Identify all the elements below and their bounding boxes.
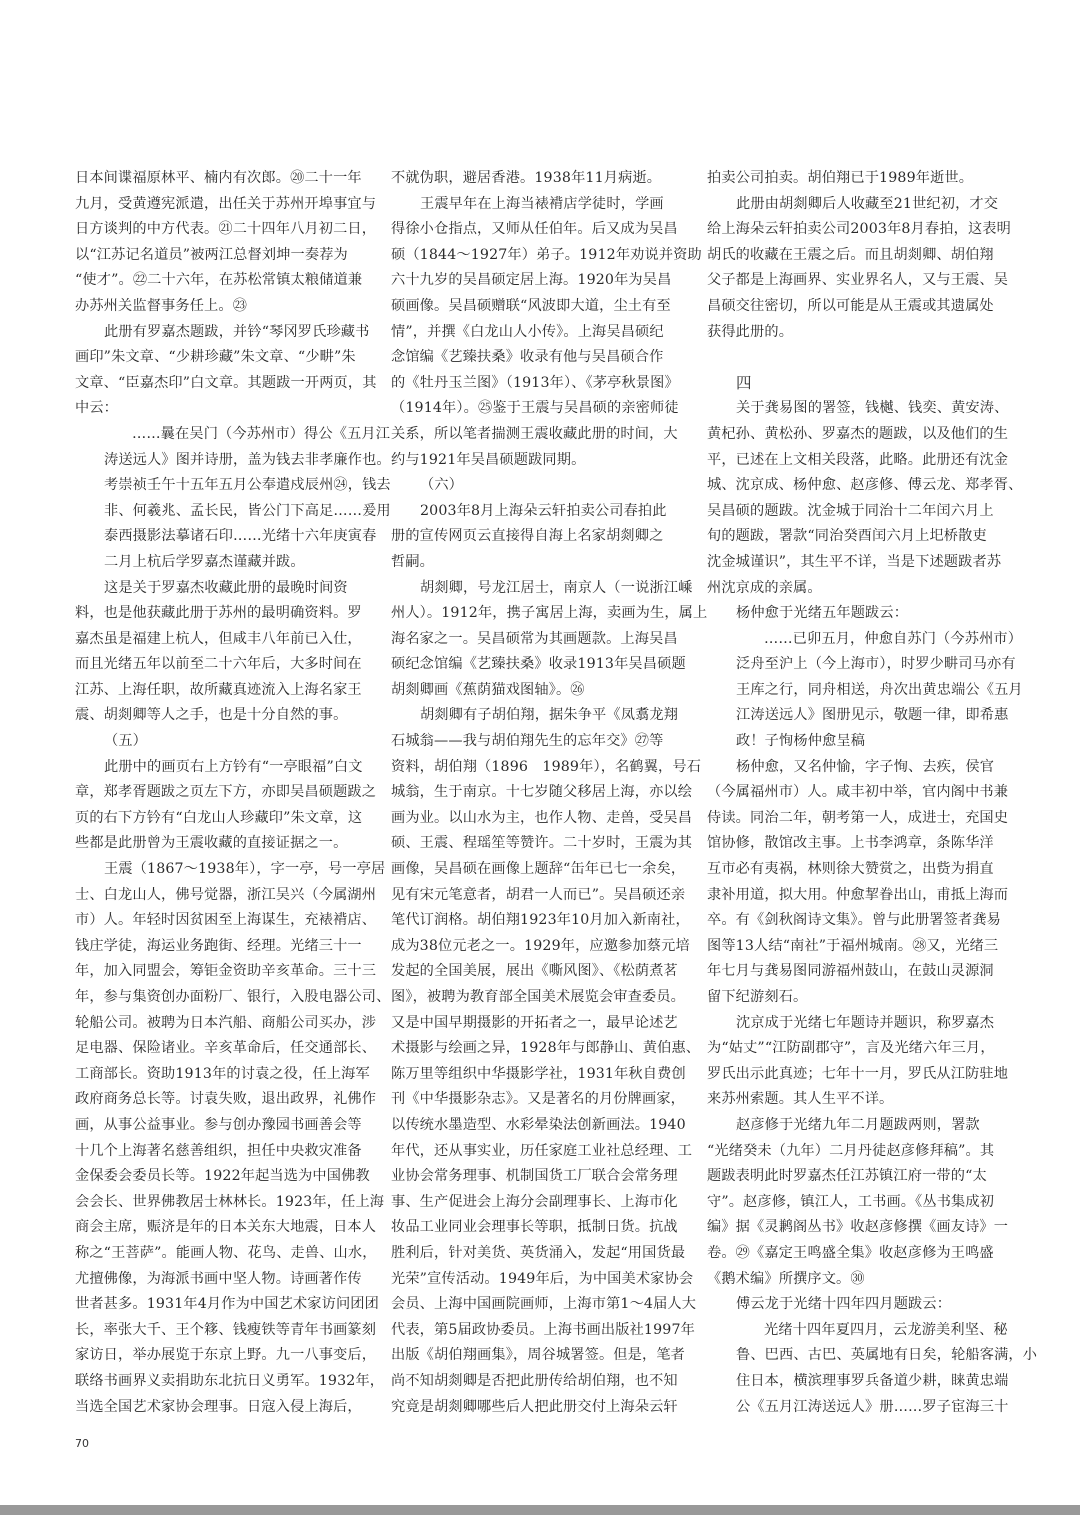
text-line: 日方谈判的中方代表。㉑二十四年八月初二日， bbox=[75, 221, 377, 238]
text-line: 硕（1844～1927年）弟子。1912年劝说并资助 bbox=[391, 246, 702, 263]
text-line: 文章、“臣嘉杰印”白文章。其题跋一开两页，其 bbox=[75, 374, 377, 391]
text-line: 侍读。同治二年，朝考第一人，成进士，充国史 bbox=[707, 809, 1009, 826]
text-line: 情”，并撰《白龙山人小传》。上海吴昌硕纪 bbox=[391, 323, 664, 340]
text-line: 州人）。1912年，携子寓居上海，卖画为生，属上 bbox=[391, 605, 708, 622]
text-line: 资料，胡伯翔（1896 1989年），名鹤翼，号石 bbox=[391, 758, 702, 775]
text-line: 公《五月江涛送远人》册……罗子宦海三十 bbox=[736, 1398, 1009, 1415]
text-line: 父子都是上海画界、实业界名人，又与王震、吴 bbox=[707, 272, 1009, 289]
text-line: 昌硕交往密切，所以可能是从王震或其遗属处 bbox=[707, 297, 994, 314]
text-line: 尤擅佛像，为海派书画中坚人物。诗画著作传 bbox=[75, 1270, 362, 1287]
text-line: 非、何羲兆、孟长民，皆公门下高足……爰用 bbox=[104, 502, 391, 519]
text-line: 成为38位元老之一。1929年，应邀参加蔡元培 bbox=[391, 937, 690, 954]
text-line: 胡氏的收藏在王震之后。而且胡剡卿、胡伯翔 bbox=[707, 246, 994, 263]
text-line: 鲁、巴西、古巴、英属地有日矣，轮船客满，小 bbox=[736, 1347, 1038, 1364]
text-line: 日本间谍福原林平、楠内有次郎。⑳二十一年 bbox=[75, 170, 362, 186]
text-line: 画，从事公益事业。参与创办豫园书画善会等 bbox=[75, 1116, 362, 1133]
text-line: 陈万里等组织中华摄影学社，1931年秋自费创 bbox=[391, 1065, 686, 1082]
text-line: 拍卖公司拍卖。胡伯翔已于1989年逝世。 bbox=[707, 170, 974, 186]
text-line: 《鹅术编》所撰序文。㉚ bbox=[707, 1270, 865, 1287]
text-line: 料，也是他获藏此册于苏州的最明确资料。罗 bbox=[75, 605, 362, 622]
text-line: “光绪癸未（九年）二月丹徒赵彦修拜稿”。其 bbox=[707, 1142, 995, 1159]
text-line: 办苏州关监督事务任上。㉓ bbox=[75, 297, 248, 314]
text-line: 画为业。以山水为主，也作人物、走兽，受吴昌 bbox=[391, 809, 693, 826]
text-line: 以传统水墨造型、水彩晕染法创新画法。1940 bbox=[391, 1116, 686, 1133]
text-line: 王库之行，同舟相送，舟次出黄忠端公《五月 bbox=[736, 681, 1023, 698]
text-line: 事、生产促进会上海分会副理事长、上海市化 bbox=[391, 1193, 678, 1210]
text-line: 页的右下方钤有“白龙山人珍藏印”朱文章，这 bbox=[75, 809, 363, 826]
text-line: 考崇祯壬午十五年五月公奉遣戍辰州㉔，钱去 bbox=[104, 477, 391, 494]
section-heading: 四 bbox=[736, 373, 752, 392]
text-line: 的《牡丹玉兰图》（1913年）、《茅亭秋景图》 bbox=[391, 374, 679, 391]
text-line: 胡剡卿画《蕉荫猫戏图轴》。㉖ bbox=[391, 681, 585, 698]
text-line: 究竟是胡剡卿哪些后人把此册交付上海朵云轩 bbox=[391, 1398, 678, 1415]
text-line: 画印”朱文章、“少耕珍藏”朱文章、“少畊”朱 bbox=[75, 349, 356, 366]
text-line: 黄杞孙、黄松孙、罗嘉杰的题跋，以及他们的生 bbox=[707, 425, 1009, 442]
text-line: ……已卯五月，仲愈自苏门（今苏州市） bbox=[764, 630, 1023, 647]
text-line: 六十九岁的吴昌硕定居上海。1920年为吴昌 bbox=[391, 272, 672, 289]
text-line: 震、胡剡卿等人之手，也是十分自然的事。 bbox=[75, 707, 348, 724]
text-line: 来苏州索题。其人生平不详。 bbox=[707, 1091, 894, 1108]
text-line: 会员、上海中国画院画师，上海市第1～4届人大 bbox=[391, 1296, 697, 1313]
text-line: 王震（1867～1938年），字一亭，号一亭居 bbox=[104, 861, 386, 878]
text-line: 此册有罗嘉杰题跋，并钤“琴冈罗氏珍藏书 bbox=[104, 323, 370, 340]
text-line: 见有宋元笔意者，胡君一人而已”。吴昌硕还亲 bbox=[391, 886, 686, 903]
text-line: 代表，第5届政协委员。上海书画出版社1997年 bbox=[391, 1321, 695, 1338]
text-line: 九月，受黄遵宪派遣，出任关于苏州开埠事宜与 bbox=[75, 195, 377, 212]
bottom-bar bbox=[0, 1505, 1080, 1515]
text-line: 硕画像。吴昌硕赠联“风波即大道，尘土有至 bbox=[391, 297, 671, 314]
text-line: 城、沈京成、杨仲愈、赵彦修、傅云龙、郑孝胥、 bbox=[707, 477, 1023, 494]
text-line: 哲嗣。 bbox=[391, 553, 435, 570]
text-line: 胜利后，针对美货、英货涌入，发起“用国货最 bbox=[391, 1244, 686, 1261]
text-line: 笔代订润格。胡伯翔1923年10月加入新南社， bbox=[391, 912, 690, 929]
text-line: 罗氏出示此真迹；七年十一月，罗氏从江防驻地 bbox=[707, 1065, 1009, 1082]
text-line: 工商部长。资助1913年的讨袁之役，任上海军 bbox=[75, 1065, 370, 1082]
text-line: 2003年8月上海朵云轩拍卖公司春拍此 bbox=[420, 502, 667, 519]
text-line: 家访日，举办展览于东京上野。九一八事变后， bbox=[75, 1347, 377, 1364]
text-line: 政府商务总长等。讨袁失败，退出政界，礼佛作 bbox=[75, 1091, 377, 1108]
text-line: 硕纪念馆编《艺臻扶桑》收录1913年吴昌硕题 bbox=[391, 656, 686, 673]
text-line: 为“姑丈”“江防副郡守”，言及光绪六年三月， bbox=[707, 1040, 995, 1057]
text-line: 发起的全国美展，展出《嘶风图》、《松荫煮茗 bbox=[391, 963, 678, 980]
blank-line bbox=[707, 345, 1003, 371]
text-line: 图等13人结“南社”于福州城南。㉘又，光绪三 bbox=[707, 937, 999, 954]
text-line: “使才”。㉒二十六年，在苏松常镇太粮储道兼 bbox=[75, 272, 363, 289]
text-line: 士、白龙山人，佛号觉器，浙江吴兴（今属湖州 bbox=[75, 886, 377, 903]
text-line: 章，郑孝胥题跋之页左下方，亦即吴昌硕题跋之 bbox=[75, 784, 377, 801]
text-line: 当选全国艺术家协会理事。日寇入侵上海后， bbox=[75, 1398, 362, 1415]
text-line: 会会长、世界佛教居士林林长。1923年，任上海 bbox=[75, 1193, 385, 1210]
text-line: 商会主席，赈济是年的日本关东大地震，日本人 bbox=[75, 1219, 377, 1236]
text-line: 联络书画界义卖捐助东北抗日义勇军。1932年， bbox=[75, 1372, 385, 1389]
text-line: 江苏、上海任职，故所藏真迹流入上海名家王 bbox=[75, 681, 362, 698]
text-line: 此册由胡剡卿后人收藏至21世纪初，才交 bbox=[736, 195, 999, 212]
text-line: 旬的题跋，署款“同治癸酉闰六月上圯桥散吏 bbox=[707, 528, 987, 545]
text-line: 以“江苏记名道员”被两江总督刘坤一奏荐为 bbox=[75, 246, 348, 263]
text-line: 卷。㉙《嘉定王鸣盛全集》收赵彦修为王鸣盛 bbox=[707, 1244, 994, 1261]
text-line: 年，加入同盟会，筹钜金资助辛亥革命。三十三 bbox=[75, 963, 377, 980]
text-line: 江涛送远人》图册见示，敬题一律，即希惠 bbox=[736, 707, 1009, 724]
text-line: 胡剡卿有子胡伯翔，据朱争平《凤翥龙翔 bbox=[420, 707, 679, 724]
text-line: 画像，吴昌硕在画像上题辞“缶年已七一余矣， bbox=[391, 861, 686, 878]
text-line: 关于龚易图的署签，钱樾、钱奕、黄安涛、 bbox=[736, 400, 1009, 417]
text-line: 城翁，生于南京。十七岁随父移居上海，亦以绘 bbox=[391, 784, 693, 801]
text-column-right bbox=[707, 166, 1038, 1420]
text-line: 州沈京成的亲属。 bbox=[707, 579, 822, 596]
text-line: 而且光绪五年以前至二十六年后，大多时间在 bbox=[75, 656, 362, 673]
text-line: 海名家之一。吴昌硕常为其画题款。上海吴昌 bbox=[391, 630, 678, 647]
text-line: 傅云龙于光绪十四年四月题跋云： bbox=[736, 1296, 952, 1313]
text-line: 吴昌硕的题跋。沈金城于同治十二年闰六月上 bbox=[707, 502, 994, 519]
text-line: 杨仲愈，又名仲愉，字子恂、去疾，侯官 bbox=[736, 758, 995, 775]
text-line: 得徐小仓指点，又师从任伯年。后又成为吴昌 bbox=[391, 221, 678, 238]
text-line: 刊《中华摄影杂志》。又是著名的月份牌画家， bbox=[391, 1091, 685, 1108]
text-line: 光荣”宣传活动。1949年后，为中国美术家协会 bbox=[391, 1270, 694, 1287]
text-line: 馆协修，散馆改主事。上书李鸿章，条陈华洋 bbox=[707, 835, 994, 852]
text-line: 足电器、保险诸业。辛亥革命后，任交通部长、 bbox=[75, 1040, 377, 1057]
text-line: 长，率张大千、王个簃、钱瘦铁等青年书画篆刻 bbox=[75, 1321, 377, 1338]
text-line: 又是中国早期摄影的开拓者之一，最早论述艺 bbox=[391, 1014, 678, 1031]
text-line: 钱庄学徒，海运业务跑街、经理。光绪三十一 bbox=[75, 937, 362, 954]
text-line: 嘉杰虽是福建上杭人，但咸丰八年前已入仕， bbox=[75, 630, 362, 647]
text-line: 获得此册的。 bbox=[707, 323, 794, 340]
text-line: 住日本，横滨理事罗兵备道少耕，睐黄忠端 bbox=[736, 1372, 1009, 1389]
text-line: （六） bbox=[420, 477, 464, 494]
text-line: 涛送远人》图并诗册，盖为钱去非孝廉作也。 bbox=[104, 451, 391, 468]
text-line: 留下纪游刻石。 bbox=[707, 989, 808, 1005]
text-line: 守”。赵彦修，镇江人，工书画。《丛书集成初 bbox=[707, 1193, 995, 1210]
text-line: 这是关于罗嘉杰收藏此册的最晚时间资 bbox=[104, 579, 348, 596]
text-line: 互市必有夷祸，林则徐大赞赏之，出赀为捐直 bbox=[707, 861, 994, 878]
text-column-middle bbox=[391, 166, 708, 1420]
text-column-left bbox=[75, 166, 391, 1420]
text-line: 念馆编《艺臻扶桑》收录有他与吴昌硕合作 bbox=[391, 349, 664, 366]
text-line: （今属福州市）人。咸丰初中举，官内阁中书兼 bbox=[707, 784, 1009, 801]
text-line: 隶补用道，拟大用。仲愈挈眷出山，甫抵上海而 bbox=[707, 886, 1009, 903]
text-line: 石城翁——我与胡伯翔先生的忘年交》㉗等 bbox=[391, 733, 664, 750]
text-line: 年代，还从事实业，历任家庭工业社总经理、工 bbox=[391, 1142, 693, 1159]
text-line: 业协会常务理事、机制国货工厂联合会常务理 bbox=[391, 1168, 678, 1185]
text-line: 妆品工业同业会理事长等职，抵制日货。抗战 bbox=[391, 1219, 678, 1236]
text-line: 约与1921年吴昌硕题跋同期。 bbox=[391, 451, 586, 468]
text-line: （五） bbox=[104, 733, 148, 750]
text-line: 十几个上海著名慈善组织，担任中央救灾准备 bbox=[75, 1142, 362, 1159]
text-line: 出版《胡伯翔画集》，周谷城署签。但是，笔者 bbox=[391, 1347, 685, 1364]
text-line: 平，已述在上文相关段落，此略。此册还有沈金 bbox=[707, 451, 1009, 468]
text-line: 世者甚多。1931年4月作为中国艺术家访问团团 bbox=[75, 1296, 379, 1313]
text-line: 市）人。年轻时因贫困至上海谋生，充裱褙店、 bbox=[75, 912, 377, 929]
text-line: 沈金城谨识”，其生平不详，当是下述题跋者苏 bbox=[707, 553, 1002, 570]
text-line: 金保委会委员长等。1922年起当选为中国佛教 bbox=[75, 1168, 370, 1185]
text-line: （1914年）。㉕鉴于王震与吴昌硕的亲密师徒 bbox=[391, 400, 679, 417]
text-line: 题跋表明此时罗嘉杰任江苏镇江府一带的“太 bbox=[707, 1168, 987, 1185]
text-line: 中云： bbox=[75, 400, 119, 417]
text-line: 王震早年在上海当裱褙店学徒时，学画 bbox=[420, 195, 664, 212]
text-line: 赵彦修于光绪九年二月题跋两则，署款 bbox=[736, 1116, 980, 1133]
text-line: 称之“王菩萨”。能画人物、花鸟、走兽、山水， bbox=[75, 1244, 377, 1261]
text-line: 轮船公司。被聘为日本汽船、商船公司买办，涉 bbox=[75, 1014, 377, 1031]
text-line: 册的宣传网页云直接得自海上名家胡剡卿之 bbox=[391, 528, 664, 545]
text-line: 此册中的画页右上方钤有“一亭眼福”白文 bbox=[104, 758, 363, 775]
text-line: 泰西摄影法摹诸石印……光绪十六年庚寅春 bbox=[104, 528, 377, 545]
text-line: 给上海朵云轩拍卖公司2003年8月春拍，这表明 bbox=[707, 221, 1011, 238]
text-line: 胡剡卿，号龙江居士，南京人（一说浙江嵊 bbox=[420, 579, 693, 596]
text-line: 二月上杭后学罗嘉杰谨藏并跋。 bbox=[104, 553, 305, 570]
text-line: 编》据《灵鹣阁丛书》收赵彦修撰《画友诗》一 bbox=[707, 1219, 1009, 1236]
text-line: 沈京成于光绪七年题诗并题识，称罗嘉杰 bbox=[736, 1014, 995, 1031]
text-line: 硕、王震、程瑶笙等赞许。二十岁时，王震为其 bbox=[391, 835, 693, 852]
text-line: 些都是此册曾为王震收藏的直接证据之一。 bbox=[75, 835, 348, 852]
text-line: 年七月与龚易图同游福州鼓山，在鼓山灵源洞 bbox=[707, 963, 994, 980]
text-line: 年，参与集资创办面粉厂、银行，入股电器公司、 bbox=[75, 989, 391, 1005]
text-line: 不就伪职，避居香港。1938年11月病逝。 bbox=[391, 170, 662, 186]
text-line: 术摄影与绘画之异，1928年与郎静山、黄伯惠、 bbox=[391, 1040, 701, 1057]
text-line: 泛舟至沪上（今上海市），时罗少畊司马亦有 bbox=[736, 656, 1016, 673]
text-line: 卒。有《剑秋阁诗文集》。曾与此册署签者龚易 bbox=[707, 912, 1001, 929]
text-line: 尚不知胡剡卿是否把此册传给胡伯翔，也不知 bbox=[391, 1372, 678, 1389]
text-line: ……曩在吴门（今苏州市）得公《五月江 bbox=[132, 425, 391, 442]
text-line: 关系，所以笔者揣测王震收藏此册的时间，大 bbox=[391, 425, 678, 442]
text-line: 图》，被聘为教育部全国美术展览会审查委员。 bbox=[391, 989, 685, 1005]
text-line: 光绪十四年夏四月，云龙游美利坚、秘 bbox=[764, 1321, 1008, 1338]
text-line: 杨仲愈于光绪五年题跋云： bbox=[736, 605, 909, 622]
text-line: 政！子恂杨仲愈呈稿 bbox=[736, 733, 866, 750]
page-number: 70 bbox=[75, 1437, 89, 1450]
